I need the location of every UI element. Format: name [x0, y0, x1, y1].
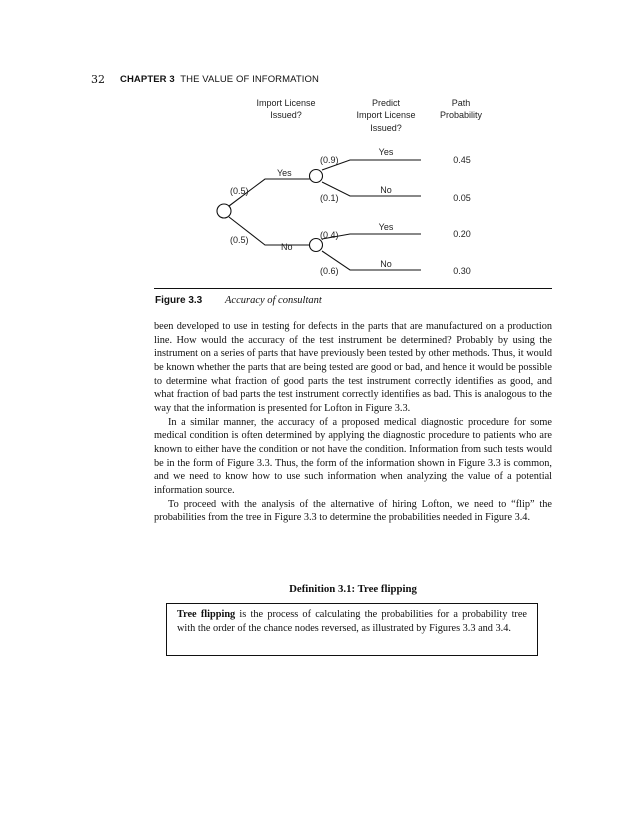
col-header-predict-2: Import License [356, 110, 416, 120]
col-header-import-2: Issued? [270, 110, 302, 120]
branch-label-no-1: No [380, 185, 392, 195]
figure-caption: Accuracy of consultant [225, 295, 322, 306]
paragraph-2: In a similar manner, the accuracy of a proposed medical diagnostic procedure for some medical condition is often determined by applying the diagnostic procedure to patients who are known to either have the condition or not have the condition. Information from such tests would be in the form of Figure 3.3. Thus, the form of the information shown in Figure 3.3 is common, and we need to know how to use such information when analyzing the value of a potential information source. [154, 416, 552, 496]
first-no-label: No [281, 242, 293, 252]
col-header-predict-1: Predict [371, 98, 401, 108]
body-text [154, 320, 552, 525]
path-prob-3: 0.20 [453, 229, 471, 239]
no-no-prob: (0.6) [320, 266, 339, 276]
first-yes-label: Yes [277, 168, 292, 178]
probability-tree [0, 0, 638, 290]
no-yes-prob: (0.4) [320, 230, 339, 240]
page-number: 32 [91, 73, 105, 86]
first-yes-prob: (0.5) [230, 186, 249, 196]
paragraph-3: To proceed with the analysis of the alternative of hiring Lofton, we need to “flip” the probabilities from the tree in Figure 3.3 to determine the probabilities needed in Figure 3.4. [154, 498, 552, 524]
chance-node-yes [310, 170, 323, 183]
col-header-import-1: Import License [256, 98, 316, 108]
chance-node-root [217, 204, 231, 218]
chapter-title: THE VALUE OF INFORMATION [180, 74, 319, 85]
chance-node-no [310, 239, 323, 252]
tree-edges [229, 160, 421, 270]
figure-number: Figure 3.3 [155, 295, 203, 306]
definition-box [166, 603, 538, 656]
definition-text: is the process of calculating the probabilities for a probability tree with the order of the chance nodes reversed, as illustrated by Figures 3.3 and 3.4. [177, 609, 528, 634]
yes-no-prob: (0.1) [320, 193, 339, 203]
yes-yes-prob: (0.9) [320, 155, 339, 165]
col-header-path-2: Probability [439, 110, 483, 120]
chapter-label: CHAPTER 3 [120, 74, 175, 85]
first-no-prob: (0.5) [230, 235, 249, 245]
col-header-predict-3: Issued? [370, 123, 402, 133]
figure-rule [154, 288, 552, 289]
paragraph-1: been developed to use in testing for defects in the parts that are manufactured on a production line. How would the accuracy of the test instrument be determined? Probably by using the instrument on a series of parts that have previously been tested by other methods. Thus, it would be known whether the parts that are being tested are good or bad, and hence it would be possible to determine what fraction of good parts the test instrument correctly identifies as good, and what fraction of bad parts the test instrument correctly identifies as bad. This is analogous to the way that the information is presented for Lofton in Figure 3.3. [154, 321, 552, 414]
path-prob-2: 0.05 [453, 193, 471, 203]
branch-label-yes-2: Yes [378, 222, 394, 232]
col-header-path-1: Path [451, 98, 471, 108]
definition-title: Definition 3.1: Tree flipping [289, 583, 417, 595]
path-prob-1: 0.45 [453, 155, 471, 165]
branch-label-yes-1: Yes [378, 147, 394, 157]
branch-label-no-2: No [380, 259, 392, 269]
definition-term: Tree flipping [177, 609, 236, 620]
path-prob-4: 0.30 [453, 266, 471, 276]
